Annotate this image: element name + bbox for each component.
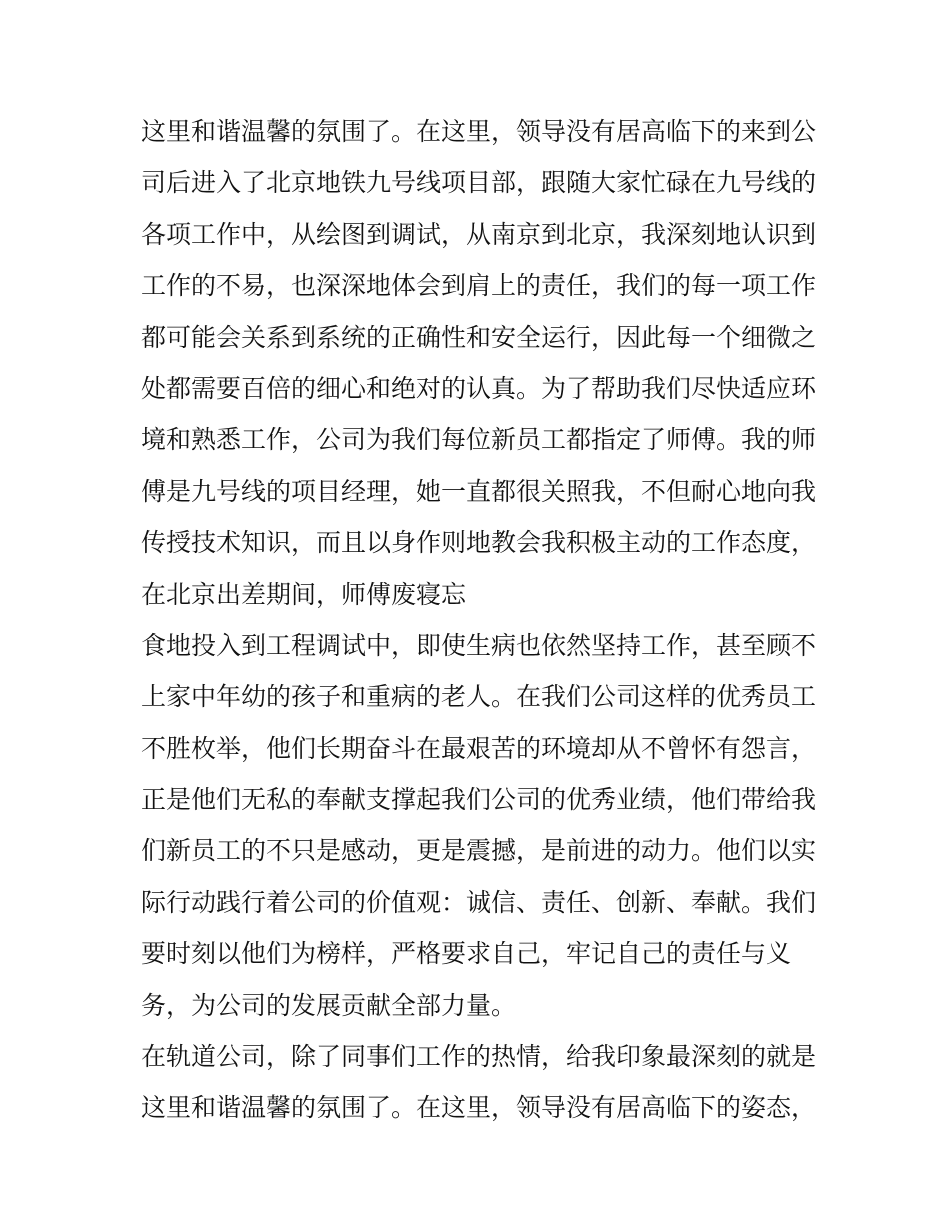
text-line-7: 境和熟悉工作，公司为我们每位新员工都指定了师傅。我的师 [141, 425, 817, 455]
text-line-10: 在北京出差期间，师傅废寝忘 [141, 579, 467, 609]
text-line-6: 处都需要百倍的细心和绝对的认真。为了帮助我们尽快适应环 [141, 373, 817, 403]
body-text [141, 106, 817, 1134]
text-line-17: 要时刻以他们为榜样，严格要求自己，牢记自己的责任与义 [141, 939, 792, 969]
text-line-13: 不胜枚举，他们长期奋斗在最艰苦的环境却从不曾怀有怨言， [141, 733, 817, 763]
text-line-16: 际行动践行着公司的价值观：诚信、责任、创新、奉献。我们 [141, 887, 817, 917]
text-line-2: 司后进入了北京地铁九号线项目部，跟随大家忙碌在九号线的 [141, 168, 817, 198]
text-line-14: 正是他们无私的奉献支撑起我们公司的优秀业绩，他们带给我 [141, 785, 817, 815]
text-line-1: 这里和谐温馨的氛围了。在这里，领导没有居高临下的来到公 [141, 117, 817, 146]
text-line-15: 们新员工的不只是感动，更是震撼，是前进的动力。他们以实 [141, 836, 817, 866]
text-line-4: 工作的不易，也深深地体会到肩上的责任，我们的每一项工作 [141, 271, 817, 301]
text-line-3: 各项工作中，从绘图到调试，从南京到北京，我深刻地认识到 [141, 219, 817, 249]
text-line-12: 上家中年幼的孩子和重病的老人。在我们公司这样的优秀员工 [141, 682, 817, 712]
text-line-9: 传授技术知识，而且以身作则地教会我积极主动的工作态度， [141, 528, 817, 558]
text-line-20: 这里和谐温馨的氛围了。在这里，领导没有居高临下的姿态， [141, 1093, 817, 1123]
text-line-11: 食地投入到工程调试中，即使生病也依然坚持工作，甚至顾不 [141, 630, 817, 660]
text-line-5: 都可能会关系到系统的正确性和安全运行，因此每一个细微之 [141, 322, 817, 352]
text-line-19: 在轨道公司，除了同事们工作的热情，给我印象最深刻的就是 [141, 1042, 817, 1072]
text-line-8: 傅是九号线的项目经理，她一直都很关照我，不但耐心地向我 [141, 476, 817, 506]
text-line-18: 务，为公司的发展贡献全部力量。 [141, 990, 517, 1020]
